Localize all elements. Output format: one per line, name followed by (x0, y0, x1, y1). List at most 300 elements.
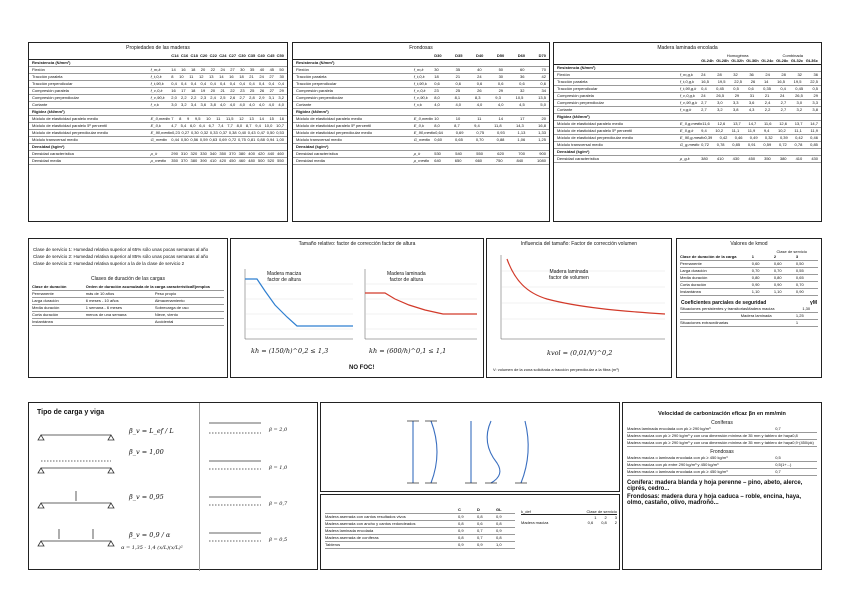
hardwood-table (293, 53, 549, 165)
cell-value: 0,4 (181, 81, 187, 86)
table-cell: 0,80 (751, 275, 760, 280)
cell-value: 2,6 (229, 95, 236, 100)
table-cell: Madera laminada encolada (325, 528, 374, 533)
cell-value: 520 (267, 158, 275, 163)
header-class: GL36h (746, 58, 759, 63)
cell-value: 2,3 (200, 95, 207, 100)
glulam-subhead-homog: Homogénea (726, 53, 749, 58)
cell-value: 0,72 (778, 142, 787, 147)
cell-value: 750 (495, 158, 503, 163)
cell-value: 29 (279, 88, 284, 93)
row-values (434, 123, 549, 129)
cell-value: 0,6 (455, 81, 462, 86)
conifer-note: Conífera: madera blanda y hoja perenne – pino, abeto, alerce, ciprés, cedro... (627, 480, 803, 492)
cell-value: 4,5 (519, 102, 525, 107)
row-symbol: G_medio (413, 137, 430, 142)
cell-value: 0,27 (181, 130, 190, 135)
table-row (293, 67, 549, 74)
glulam-curve (365, 293, 477, 314)
table-cell: 0,50 (795, 261, 804, 266)
table-cell: 0,55 (795, 268, 804, 273)
cell-value: 8,7 (245, 123, 252, 128)
cell-value: 23 (434, 88, 439, 93)
cell-value: 550 (277, 158, 284, 163)
row-label: Densidad característica (296, 151, 338, 156)
header-class: D40 (475, 53, 484, 58)
cell-value: 60 (520, 67, 525, 72)
row-values (171, 67, 287, 73)
cell-value: 23 (240, 88, 245, 93)
softwood-table (29, 53, 287, 165)
row-label: Módulo de elasticidad paralelo medio (557, 121, 624, 126)
header-class: GL36c (805, 58, 818, 63)
row-label: Tracción paralela (296, 74, 327, 79)
row-symbol: E_90,medio (413, 130, 436, 135)
cell-value: 9,4 (474, 123, 480, 128)
row-values (171, 158, 287, 164)
cell-value: 3,6 (748, 100, 755, 105)
table-row (680, 268, 818, 275)
row-symbol: f_t,0,k (150, 74, 162, 79)
cell-value: 22 (210, 67, 216, 72)
table-row (554, 65, 821, 72)
table-row (32, 291, 224, 298)
beta-column-2: β = 1,0 (269, 465, 288, 471)
header-class: C16 (180, 53, 189, 58)
cell-value: 5,0 (540, 102, 546, 107)
row-values (171, 137, 287, 143)
row-values (434, 88, 549, 94)
cell-value: 11,5 (226, 116, 234, 121)
row-label: Módulo transversal medio (557, 142, 603, 147)
cell-value: 14 (259, 116, 264, 121)
cell-value: 26,5 (795, 93, 803, 98)
table-row (627, 433, 817, 440)
table-row (29, 102, 287, 109)
cell-value: 450 (748, 156, 756, 161)
cell-value: 1,06 (517, 137, 526, 142)
height-formula-solid: kh = (150/h)^0,2 ≤ 1,3 (251, 347, 329, 355)
table-row (554, 135, 821, 142)
cell-value: 0,75 (238, 137, 246, 142)
header-class: C40 (257, 53, 265, 58)
softwood-title: Propiedades de las maderas (126, 45, 190, 51)
cell-value: 5,4 (180, 123, 187, 128)
cell-value: 14 (763, 79, 769, 84)
table-cell: Tableros (325, 542, 341, 547)
row-symbol: f_v,g,k (679, 107, 692, 112)
cell-value: 24 (220, 67, 225, 72)
cell-value: 32 (733, 72, 738, 77)
cell-value: 35 (249, 67, 255, 72)
row-symbol: f_m,g,k (679, 72, 693, 77)
panel-kcr-kdef (320, 494, 620, 570)
cell-value: 0,4 (239, 81, 245, 86)
cell-value: 3,3 (732, 100, 739, 105)
panel-softwood-properties (28, 42, 288, 222)
charring-group-2: Frondosas (710, 449, 734, 455)
table-row (554, 156, 821, 163)
row-values (434, 102, 549, 108)
header-class: D60 (517, 53, 526, 58)
cell-value: 16,5 (777, 79, 785, 84)
table-cell: Madera maciza con ρk entre 290 kg/m³ y 450 kg/m³ (627, 462, 719, 467)
cell-value: 2,5 (219, 95, 226, 100)
row-symbol: f_t,90,k (413, 81, 427, 86)
panel-height-factor-chart (230, 238, 484, 378)
cell-value: 640 (434, 158, 441, 163)
cell-value: 6,4 (199, 123, 205, 128)
cell-value: 380 (779, 156, 787, 161)
cell-value: 20 (200, 67, 206, 72)
header-class: GL28c (776, 58, 789, 63)
row-symbol: E_0,g,medio (679, 121, 703, 126)
kdef-col-3: 3 (614, 515, 617, 520)
row-label: Tracción perpendicular (557, 86, 598, 91)
duration-table-title: Clases de duración de las cargas (91, 276, 165, 282)
cell-value: 0,46 (810, 135, 818, 140)
table-cell: 0,90 (751, 282, 760, 287)
row-label: Tracción paralela (32, 74, 63, 79)
cell-value: 0,4 (171, 81, 177, 86)
row-label: Flexión (296, 67, 309, 72)
cell-value: 340 (209, 151, 217, 156)
cell-value: 0,4 (229, 81, 236, 86)
header-class: D30 (434, 53, 442, 58)
table-row (29, 144, 287, 151)
table-row (29, 95, 287, 102)
cell-value: 0,6 (434, 81, 440, 86)
buckling-figures (321, 403, 621, 493)
row-symbol: G_medio (150, 137, 167, 142)
row-symbol: f_t,90,k (150, 81, 164, 86)
cell-value: 13 (209, 74, 214, 79)
cell-value: 2,2 (190, 95, 197, 100)
row-values (172, 130, 287, 136)
panel-service-classes (28, 238, 228, 378)
cell-value: 0,44 (171, 137, 180, 142)
cell-value: 36 (749, 72, 754, 77)
cell-value: 14 (498, 116, 503, 121)
cell-value: 25 (455, 88, 461, 93)
cell-value: 0,94 (266, 137, 275, 142)
cell-value: 3,8 (732, 107, 739, 112)
cell-value: 17 (519, 116, 525, 121)
cell-value: 0,43 (247, 130, 256, 135)
cell-value: 21 (455, 74, 461, 79)
header-class: GL24c (761, 58, 774, 63)
row-symbol: E_0,medio (413, 116, 433, 121)
row-label: Flexión (32, 67, 45, 72)
row-label: Densidad (kg/m³) (296, 144, 329, 149)
cell-value: 0,39 (779, 135, 788, 140)
cell-value: 13,5 (538, 95, 546, 100)
cell-value: 3,2 (181, 102, 187, 107)
beta-column-4: β = 0,5 (269, 537, 288, 543)
cell-value: 0,47 (257, 130, 266, 135)
cell-value: 0,39 (704, 135, 713, 140)
table-cell: 0,80 (773, 275, 782, 280)
cell-value: 12,6 (779, 121, 787, 126)
cell-value: 430 (732, 156, 740, 161)
row-symbol: ρ_medio (150, 158, 167, 163)
cell-value: 32 (797, 72, 802, 77)
cell-value: 0,65 (455, 137, 463, 142)
table-row (29, 137, 287, 144)
row-symbol: E_0,g,k (679, 128, 694, 133)
cell-value: 12 (239, 116, 244, 121)
table-row (293, 81, 549, 88)
cell-value: 0,4 (268, 81, 275, 86)
table-cell: 1 semana - 6 meses (85, 305, 122, 310)
table-header-row (325, 507, 515, 514)
cell-value: 2,8 (249, 95, 255, 100)
table-row (293, 151, 549, 158)
row-values (701, 72, 821, 78)
row-symbol: f_c,90,k (413, 95, 428, 100)
cell-value: 42 (541, 74, 546, 79)
table-header-row (680, 254, 818, 261)
table-cell: Instantánea (32, 319, 53, 324)
cell-value: 12,6 (717, 121, 726, 126)
table-cell: 1,10 (751, 289, 760, 294)
table-row (554, 128, 821, 135)
row-label: Cortante (296, 102, 312, 107)
cell-value: 21 (249, 74, 254, 79)
header-class: D50 (496, 53, 505, 58)
header-class: C50 (276, 53, 284, 58)
row-label: Módulo transversal medio (32, 137, 78, 142)
cell-value: 13,7 (732, 121, 741, 126)
table-cell: D (477, 507, 480, 512)
cell-value: 440 (267, 151, 275, 156)
table-row (554, 100, 821, 107)
cell-value: 400 (248, 151, 255, 156)
row-values (434, 137, 549, 143)
table-row (29, 74, 287, 81)
table-cell: más de 10 años (85, 291, 115, 296)
cell-value: 9,4 (255, 123, 261, 128)
cell-value: 24 (701, 72, 706, 77)
cell-value: 0,75 (476, 130, 485, 135)
kdef-col-2: 2 (604, 515, 607, 520)
cell-value: 840 (516, 158, 524, 163)
cell-value: 70 (541, 67, 546, 72)
row-label: Resistencia (N/mm²) (296, 60, 335, 65)
cell-value: 0,6 (497, 81, 504, 86)
cell-value: 36 (813, 72, 818, 77)
table-cell: Madera maciza con ρk ≥ 290 kg/m³ y con una dimensión mínima de 35 mm y tablero de haya (627, 433, 793, 438)
cell-value: 0,72 (701, 142, 709, 147)
row-symbol: E_90,medio (150, 130, 173, 135)
cell-value: 11,8 (494, 123, 502, 128)
cell-value: 420 (257, 151, 265, 156)
cell-value: 16 (171, 88, 176, 93)
cell-value: 27 (269, 88, 275, 93)
cell-value: 2,7 (701, 107, 707, 112)
table-cell: 0,9·(450/ρk) (792, 440, 814, 445)
header-values (701, 58, 821, 64)
row-label: Compresión perpendicular (557, 100, 604, 105)
row-label: Módulo de elasticidad perpendicular medio (32, 130, 109, 135)
row-label: Módulo de elasticidad perpendicular medio (296, 130, 373, 135)
table-cell: Ejemplos (192, 284, 211, 289)
table-row (325, 514, 515, 521)
cell-value: 0,56 (190, 137, 199, 142)
row-values (434, 151, 549, 157)
table-row (293, 102, 549, 109)
cell-value: 410 (716, 156, 724, 161)
cell-value: 8,0 (236, 123, 243, 128)
table-row (680, 275, 818, 282)
cell-value: 4,0 (239, 102, 245, 107)
cell-value: 0,4 (249, 81, 255, 86)
cell-value: 0,4 (190, 81, 197, 86)
row-values (701, 100, 821, 106)
table-cell: Corta duración (680, 282, 707, 287)
cell-value: 11,1 (794, 128, 802, 133)
table-cell: Madera laminada encolada con ρk ≥ 290 kg/m³ (627, 426, 711, 431)
table-row (29, 151, 287, 158)
charring-softwood (623, 426, 821, 447)
cell-value: 4,0 (268, 102, 275, 107)
cell-value: 0,45 (795, 86, 804, 91)
row-label: Densidad característica (32, 151, 74, 156)
cell-value: 0,72 (228, 137, 237, 142)
header-class: D35 (455, 53, 463, 58)
cell-value: 450 (229, 158, 236, 163)
cell-value: 0,6 (748, 86, 754, 91)
table-cell: 0,8 (792, 433, 798, 438)
cell-value: 0,88 (257, 137, 265, 142)
header-class: C35 (247, 53, 256, 58)
cell-value: 390 (200, 158, 207, 163)
cell-value: 16,5 (701, 79, 709, 84)
row-label: Módulo de elasticidad paralelo 5º percentil (557, 128, 633, 133)
header-class: C20 (200, 53, 208, 58)
header-class: GL32h (731, 58, 744, 63)
table-cell: 0,9 (496, 528, 502, 533)
kmod-title: Valores de kmod (730, 241, 768, 247)
cell-value: 3,4 (190, 102, 197, 107)
kdef-val-1: 0,6 (587, 520, 594, 525)
row-symbol: f_t,90,g,k (679, 86, 697, 91)
table-row (627, 455, 817, 462)
row-label: Módulo de elasticidad perpendicular medio (557, 135, 634, 140)
table-row (293, 60, 549, 67)
row-label: Compresión paralela (296, 88, 333, 93)
cell-value: 2,4 (210, 95, 216, 100)
row-label: Tracción perpendicular (32, 81, 73, 86)
table-cell: 1 (751, 254, 754, 259)
beta-095: β_v = 0,95 (129, 493, 164, 501)
cell-value: 35 (455, 67, 461, 72)
cell-value: 18 (190, 67, 196, 72)
column-diagrams (201, 409, 319, 569)
table-cell: Larga duración (680, 268, 707, 273)
cell-value: 19,5 (793, 79, 802, 84)
cell-value: 650 (454, 158, 462, 163)
cell-value: 380 (238, 151, 246, 156)
cell-value: 7,4 (217, 123, 224, 128)
table-row (29, 67, 287, 74)
row-label: Rigidez (kN/mm²) (296, 109, 329, 114)
table-cell: 0,9 (496, 514, 502, 519)
cell-value: 11,6 (702, 121, 710, 126)
header-class: GL32c (790, 58, 804, 63)
table-row (554, 142, 821, 149)
header-class: C27 (228, 53, 237, 58)
cell-value: 3,8 (812, 107, 818, 112)
table-row (627, 440, 817, 447)
cell-value: 4,0 (476, 102, 483, 107)
table-cell: 0,8 (458, 521, 464, 526)
cell-value: 0,64 (435, 130, 443, 135)
table-row (293, 137, 549, 144)
table-cell: 1,10 (773, 289, 782, 294)
volume-formula: kvol = (0,01/V)^0,2 (547, 349, 613, 357)
cell-value: 4,3 (748, 107, 755, 112)
table-cell: Media duración (680, 275, 708, 280)
cell-value: 350 (171, 158, 178, 163)
header-class: GL24h (701, 58, 714, 63)
row-values (171, 74, 287, 80)
row-label: Cortante (32, 102, 48, 107)
duration-table (29, 284, 227, 326)
cell-value: 3,1 (268, 95, 275, 100)
cell-value: 0,4 (200, 81, 207, 86)
table-cell: 1,30 (802, 306, 811, 311)
row-values (171, 95, 287, 101)
row-symbol: ρ_g,k (679, 156, 690, 161)
beta-column-1: β = 2,0 (269, 427, 288, 433)
cell-value: 380 (701, 156, 708, 161)
table-cell: 0,8 (477, 514, 483, 519)
beam-title: Tipo de carga y viga (37, 409, 105, 416)
cell-value: 11 (216, 116, 221, 121)
hardwood-title: Frondosas (409, 45, 433, 51)
cell-value: 32 (520, 88, 525, 93)
row-label: Rigidez (kN/mm²) (557, 114, 590, 119)
table-row (293, 88, 549, 95)
cell-value: 14 (219, 74, 224, 79)
cell-value: 10,7 (276, 123, 284, 128)
table-row (627, 462, 817, 469)
table-row (627, 469, 817, 476)
cell-value: 3,2 (278, 95, 284, 100)
row-values (171, 123, 287, 129)
header-values (434, 53, 549, 59)
row-values (434, 158, 549, 164)
cell-value: 0,91 (747, 142, 756, 147)
header-class: C14 (171, 53, 179, 58)
cell-value: 6,0 (189, 123, 196, 128)
cell-value: 11,6 (763, 121, 772, 126)
table-row (325, 535, 515, 542)
row-values (702, 121, 821, 127)
panel-load-beam-types (28, 402, 318, 570)
cell-value: 10,5 (515, 95, 524, 100)
cell-value: 0,23 (172, 130, 180, 135)
cell-value: 28 (717, 72, 722, 77)
row-symbol: f_c,90,k (150, 95, 165, 100)
cell-value: 18 (190, 88, 196, 93)
cell-value: 9,4 (763, 128, 770, 133)
table-row (32, 312, 224, 319)
table-row (680, 313, 818, 320)
table-row (293, 109, 549, 116)
service-class-2: Clase de servicio 2: Humedad relativa superior al 85% sólo unas pocas semanas al año (33, 254, 209, 259)
